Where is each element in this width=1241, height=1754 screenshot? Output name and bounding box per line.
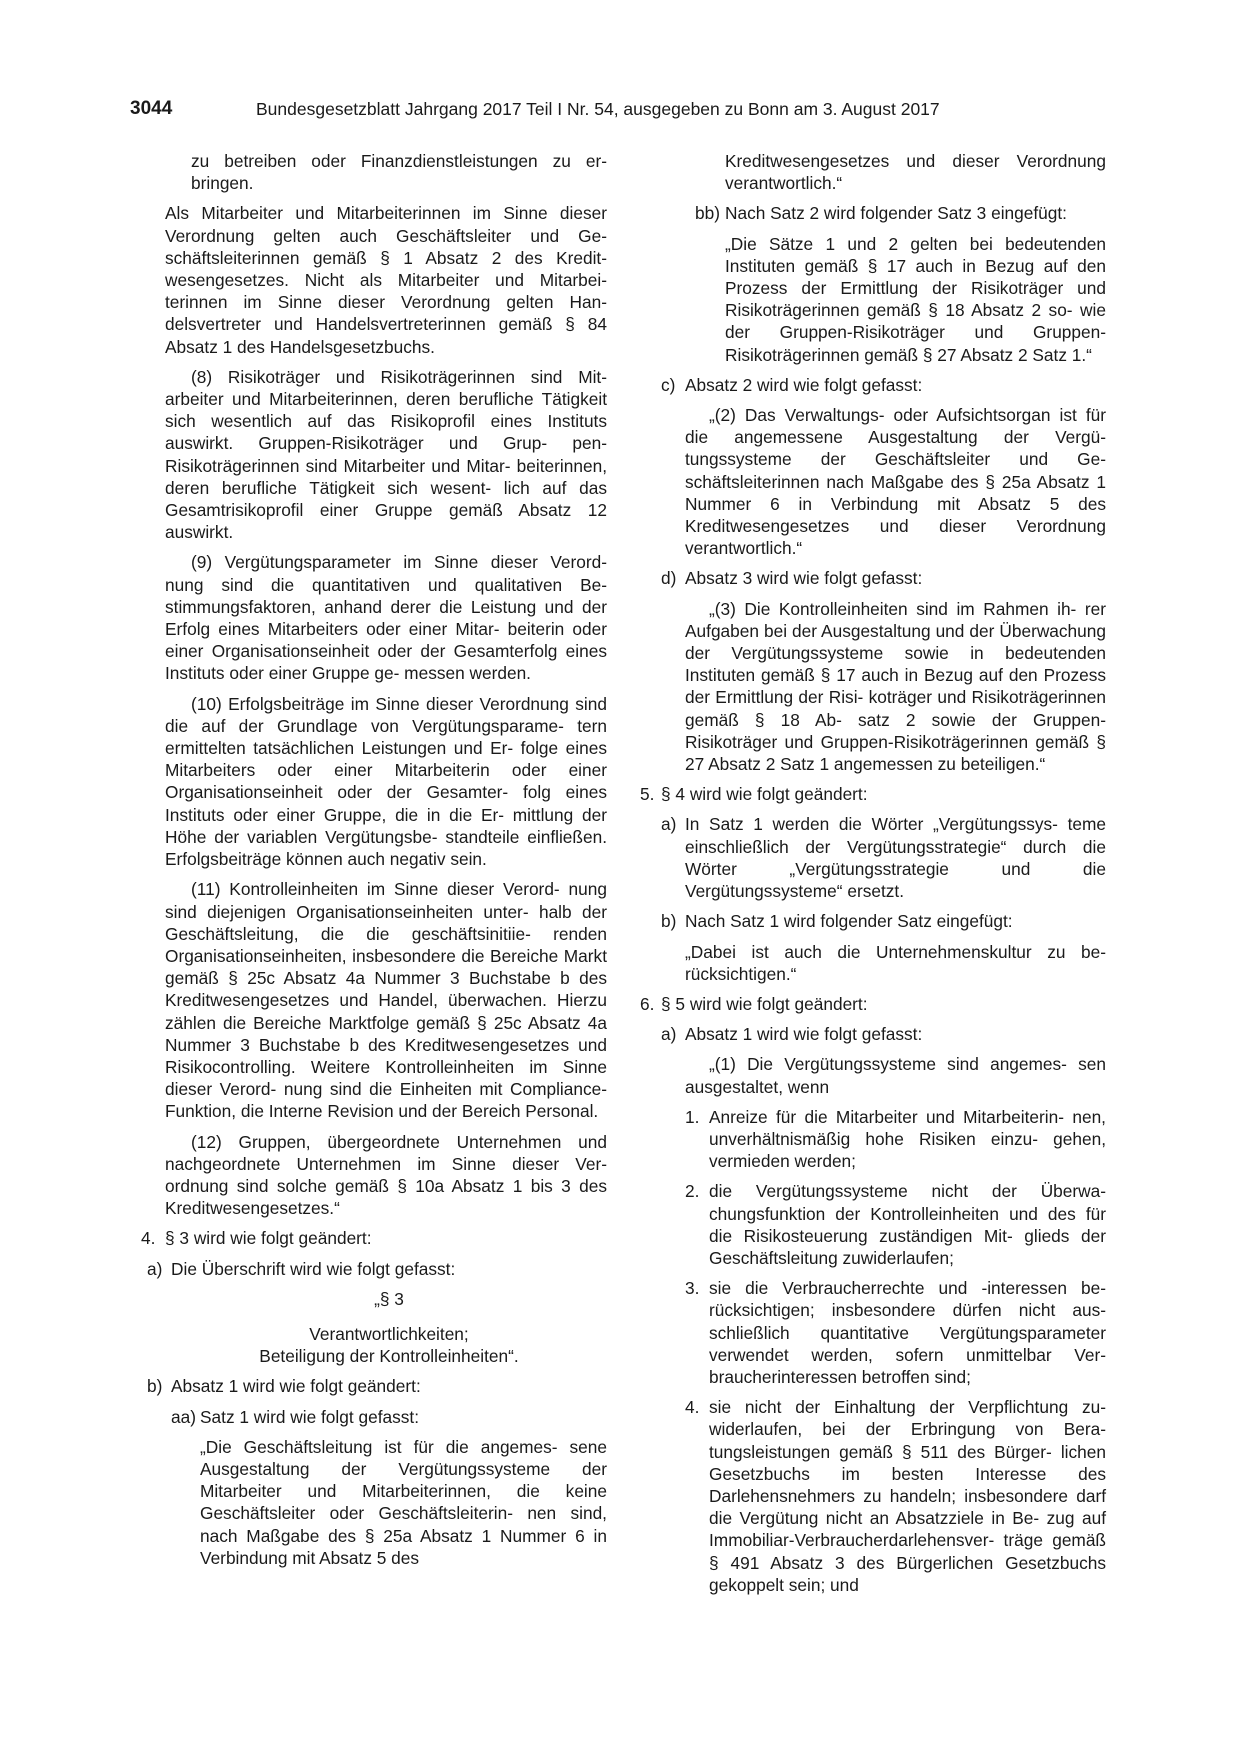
paragraph-mitarbeiter: Als Mitarbeiter und Mitarbeiterinnen im Sinne dieser Verordnung gelten auch Geschäftsleiter und Ge- schäftsleiterinnen gemäß § 1 Absatz 2 des Kredit- wesengesetzes. Nicht als Mitarbeiter und Mitarbei- terinnen im Sinne dieser Verordnung gelten Han- delsvertreter und Handelsvertreterinnen gemäß § 84 Absatz 1 des Handelsgesetzbuchs. bbox=[165, 203, 607, 357]
item-label: bb) bbox=[695, 203, 720, 224]
page-number: 3044 bbox=[130, 98, 173, 119]
item-label: b) bbox=[147, 1376, 163, 1397]
item-text: Anreize für die Mitarbeiter und Mitarbeiterin- nen, unverhältnismäßig hohe Risiken einzu- gehen, vermieden werden; bbox=[709, 1106, 1106, 1172]
paragraph-9: (9) Vergütungsparameter im Sinne dieser Verord- nung sind die quantitativen und qualitativen Be- stimmungsfaktoren, anhand derer die Leistung und der Erfolg eines Mitarbeiters oder einer Mitar- beiterin oder einer Organisationseinheit oder der Gesamterfolg eines Instituts oder einer Gruppe ge- messen werden. bbox=[165, 552, 607, 684]
heading-line-1: Verantwortlichkeiten; bbox=[309, 1323, 469, 1344]
quote-aa-continued: Kreditwesengesetzes und dieser Verordnung verantwortlich.“ bbox=[725, 151, 1106, 194]
paragraph-8: (8) Risikoträger und Risikoträgerinnen sind Mit- arbeiter und Mitarbeiterinnen, deren berufliche Tätigkeit sich wesentlich auf das Risikoprofil eines Instituts auswirkt. Gruppen-Risikoträger und Grup- pen-Risikoträgerinnen sind Mitarbeiter und Mitar- beiterinnen, deren berufliche Tätigkeit sich wesent- lich auf das Gesamtrisikoprofil einer Gruppe gemäß Absatz 12 auswirkt. bbox=[165, 366, 607, 543]
quote-5b: „Dabei ist auch die Unternehmenskultur zu be- rücksichtigen.“ bbox=[685, 941, 1106, 984]
item-text: Die Überschrift wird wie folgt gefasst: bbox=[171, 1258, 456, 1279]
list-item-5a bbox=[661, 813, 1106, 902]
paragraph-11: (11) Kontrolleinheiten im Sinne dieser Verord- nung sind diejenigen Organisationseinheiten unter- halb der Geschäftsleitung, die die geschäftsinitiie- renden Organisationseinheiten, insbesondere die Bereiche Markt gemäß § 25c Absatz 4a Nummer 3 Buchstabe b des Kreditwesengesetzes und Handel, überwachen. Hierzu zählen die Bereiche Marktfolge gemäß § 25c Absatz 4a Nummer 3 Buchstabe b des Kreditwesengesetzes und Risikocontrolling. Weitere Kontrolleinheiten im Sinne dieser Verord- nung sind die Einheiten mit Compliance-Funktion, die Interne Revision und der Bereich Personal. bbox=[165, 879, 607, 1122]
heading-paragraph-sign: „§ 3 bbox=[374, 1288, 404, 1309]
paragraph-10: (10) Erfolgsbeiträge im Sinne dieser Verordnung sind die auf der Grundlage von Vergütungsparame- tern ermittelten tatsächlichen Leistungen und Er- folge eines Mitarbeiters oder einer Mitarbeiterin oder einer Organisationseinheit oder der Gesamter- folg eines Instituts oder einer Gruppe, die in die Er- mittlung der Höhe der variablen Vergütungsbe- standteile einfließen. Erfolgsbeiträge können auch negativ sein. bbox=[165, 693, 607, 870]
list-item-5 bbox=[640, 783, 1106, 805]
continued-text: zu betreiben oder Finanzdienstleistungen zu er- bringen. bbox=[191, 151, 607, 194]
quote-6a: „(1) Die Vergütungssysteme sind angemes- sen ausgestaltet, wenn bbox=[685, 1054, 1106, 1097]
item-text: § 4 wird wie folgt geändert: bbox=[661, 784, 868, 805]
quote-bb: „Die Sätze 1 und 2 gelten bei bedeutenden Instituten gemäß § 17 auch in Bezug auf den Prozess der Ermittlung der Risikoträger und Risikoträgerinnen gemäß § 18 Absatz 2 so- wie der Gruppen-Risikoträger und Gruppen- Risikoträgerinnen gemäß § 27 Absatz 2 Satz 1.“ bbox=[725, 233, 1106, 365]
item-label: 1. bbox=[685, 1106, 700, 1127]
item-text: Nach Satz 1 wird folgender Satz eingefügt: bbox=[685, 911, 1013, 932]
item-text: § 5 wird wie folgt geändert: bbox=[661, 993, 868, 1014]
list-item-4b-aa bbox=[171, 1406, 607, 1428]
item-text: Absatz 1 wird wie folgt gefasst: bbox=[685, 1024, 923, 1045]
item-text: In Satz 1 werden die Wörter „Vergütungssys- teme einschließlich der Vergütungsstrategie“ durch die Wörter „Vergütungsstrategie und die Vergütungssysteme“ ersetzt. bbox=[685, 814, 1106, 902]
numbered-item-2 bbox=[685, 1180, 1106, 1269]
item-text: Absatz 3 wird wie folgt gefasst: bbox=[685, 568, 923, 589]
item-text: sie nicht der Einhaltung der Verpflichtung zu- widerlaufen, bei der Erbringung von Bera- tungsleistungen gemäß § 511 des Bürger- lichen Gesetzbuchs im besten Interesse des Darlehensnehmers zu handeln; insbesondere darf die Vergütung nicht an Absatzziele in Be- zug auf Immobiliar-Verbraucherdarlehensver- träge gemäß § 491 Absatz 3 des Bürgerlichen Gesetzbuchs gekoppelt sein; und bbox=[709, 1397, 1106, 1595]
right-column bbox=[640, 150, 1106, 1604]
list-item-bb bbox=[695, 202, 1106, 224]
page-header bbox=[130, 98, 980, 124]
quote-c: „(2) Das Verwaltungs- oder Aufsichtsorgan ist für die angemessene Ausgestaltung der Vergü- tungssysteme der Geschäftsleiter und Ge- schäftsleiterinnen nach Maßgabe des § 25a Absatz 1 Nummer 6 in Verbindung mit Absatz 5 des Kreditwesengesetzes und dieser Verordnung verantwortlich.“ bbox=[685, 405, 1106, 559]
item-label: aa) bbox=[171, 1406, 196, 1427]
list-item-5b bbox=[661, 910, 1106, 932]
quote-d: „(3) Die Kontrolleinheiten sind im Rahmen ih- rer Aufgaben bei der Ausgestaltung und der Überwachung der Vergütungssysteme sowie in bedeutenden Instituten gemäß § 17 auch in Bezug auf den Prozess der Ermittlung der Risi- koträger und Risikoträgerinnen gemäß § 18 Ab- satz 2 sowie der Gruppen-Risikoträger und Gruppen-Risikoträgerinnen gemäß § 27 Absatz 2 Satz 1 angemessen zu beteiligen.“ bbox=[685, 598, 1106, 775]
heading-line-2: Beteiligung der Kontrolleinheiten“. bbox=[259, 1346, 519, 1367]
item-text: Absatz 2 wird wie folgt gefasst: bbox=[685, 374, 923, 395]
item-label: 5. bbox=[640, 784, 655, 805]
item-label: 6. bbox=[640, 993, 655, 1014]
item-label: a) bbox=[147, 1258, 163, 1279]
paragraph-12: (12) Gruppen, übergeordnete Unternehmen und nachgeordnete Unternehmen im Sinne dieser Ver- ordnung sind solche gemäß § 10a Absatz 1 bis 3 des Kreditwesengesetzes.“ bbox=[165, 1131, 607, 1219]
item-text: Satz 1 wird wie folgt gefasst: bbox=[200, 1406, 419, 1427]
numbered-item-4 bbox=[685, 1396, 1106, 1596]
item-label: 4. bbox=[141, 1228, 156, 1249]
numbered-item-3 bbox=[685, 1277, 1106, 1388]
list-item-6 bbox=[640, 993, 1106, 1015]
numbered-item-1 bbox=[685, 1106, 1106, 1173]
item-label: 4. bbox=[685, 1397, 700, 1418]
list-item-6a bbox=[661, 1023, 1106, 1045]
running-title: Bundesgesetzblatt Jahrgang 2017 Teil I Nr. 54, ausgegeben zu Bonn am 3. August 2017 bbox=[256, 99, 940, 119]
heading-block bbox=[171, 1288, 607, 1368]
list-item-4a bbox=[147, 1258, 607, 1280]
item-label: 2. bbox=[685, 1181, 700, 1202]
item-label: c) bbox=[661, 374, 676, 395]
item-text: Absatz 1 wird wie folgt geändert: bbox=[171, 1376, 421, 1397]
list-item-4 bbox=[141, 1227, 607, 1249]
item-text: sie die Verbraucherrechte und -interessen be- rücksichtigen; insbesondere dürfen nicht aus- schließlich quantitative Vergütungsparameter verwendet werden, sofern unmittelbar Ver- braucherinteressen betroffen sind; bbox=[709, 1278, 1106, 1387]
item-label: 3. bbox=[685, 1278, 700, 1299]
quote-aa: „Die Geschäftsleitung ist für die angemes- sene Ausgestaltung der Vergütungssysteme der Mitarbeiter und Mitarbeiterinnen, die keine Geschäftsleiter oder Geschäftsleiterin- nen sind, nach Maßgabe des § 25a Absatz 1 Nummer 6 in Verbindung mit Absatz 5 des bbox=[200, 1436, 607, 1568]
item-text: § 3 wird wie folgt geändert: bbox=[165, 1228, 372, 1249]
item-label: b) bbox=[661, 911, 677, 932]
list-item-c bbox=[661, 374, 1106, 396]
item-label: a) bbox=[661, 814, 677, 835]
list-item-4b bbox=[147, 1375, 607, 1397]
item-label: a) bbox=[661, 1024, 677, 1045]
item-text: die Vergütungssysteme nicht der Überwa- chungsfunktion der Kontrolleinheiten und des für die Risikosteuerung zuständigen Mit- glieds der Geschäftsleitung zuwiderlaufen; bbox=[709, 1181, 1106, 1268]
left-column bbox=[141, 150, 607, 1577]
list-item-d bbox=[661, 567, 1106, 589]
item-text: Nach Satz 2 wird folgender Satz 3 eingefügt: bbox=[725, 203, 1067, 224]
item-label: d) bbox=[661, 568, 677, 589]
